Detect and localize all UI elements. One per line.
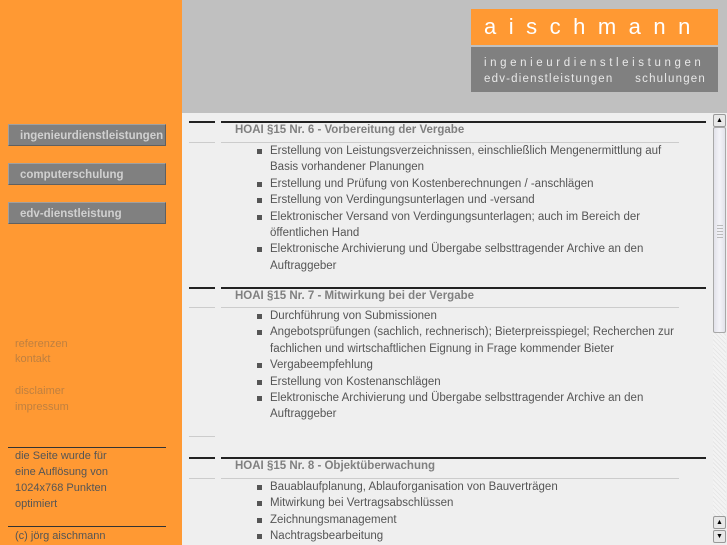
- list-item: Elektronische Archivierung und Übergabe selbsttragender Archive an den Auftraggeber: [255, 241, 685, 274]
- grip-icon: [717, 224, 723, 238]
- scroll-down-icon[interactable]: ▼: [713, 530, 726, 543]
- list-item: Erstellung von Leistungsverzeichnissen, einschließlich Mengenermittlung auf Basis vorhandener Planungen: [255, 143, 685, 176]
- link-referenzen[interactable]: referenzen: [15, 338, 68, 350]
- list-item: Nachtragsbearbeitung: [255, 528, 685, 544]
- nav-button-ingenieurdienstleistungen[interactable]: ingenieurdienstleistungen: [8, 124, 166, 146]
- section-rule: [189, 287, 215, 289]
- list-item: Mitwirkung bei Vertragsabschlüssen: [255, 495, 685, 511]
- logo-subtitle: [471, 47, 718, 92]
- logo-tagline-edv: edv-dienstleistungen: [484, 73, 614, 85]
- section-rule: [189, 457, 215, 459]
- nav-button-edv-dienstleistung[interactable]: edv-dienstleistung: [8, 202, 166, 224]
- resolution-note-line: eine Auflösung von: [15, 466, 108, 478]
- resolution-note-line: 1024x768 Punkten: [15, 482, 107, 494]
- section-title: HOAI §15 Nr. 6 - Vorbereitung der Vergabe: [235, 124, 465, 136]
- scrollbar-thumb[interactable]: [713, 127, 726, 333]
- list-item: Erstellung von Verdingungsunterlagen und -versand: [255, 192, 685, 208]
- logo-tagline-1: ingenieurdienstleistungen: [484, 57, 705, 69]
- resolution-note-line: optimiert: [15, 498, 58, 510]
- section-rule: [189, 121, 215, 123]
- section-rule: [221, 121, 706, 123]
- section-title: HOAI §15 Nr. 8 - Objektüberwachung: [235, 460, 436, 472]
- list-item: Elektronischer Versand von Verdingungsunterlagen; auch im Bereich der öffentlichen Hand: [255, 209, 685, 242]
- resolution-note-line: die Seite wurde für: [15, 450, 107, 462]
- logo-tagline-schulungen: schulungen: [635, 73, 706, 85]
- section-underline: [189, 436, 215, 437]
- nav-button-computerschulung[interactable]: computerschulung: [8, 163, 166, 185]
- scroll-up-icon[interactable]: ▲: [713, 516, 726, 529]
- list-item: Zeichnungsmanagement: [255, 512, 685, 528]
- list-item: Durchführung von Submissionen: [255, 308, 685, 324]
- logo[interactable]: [471, 9, 718, 92]
- link-disclaimer[interactable]: disclaimer: [15, 385, 65, 397]
- list-item: Vergabeempfehlung: [255, 357, 685, 373]
- vertical-scrollbar[interactable]: [712, 113, 727, 545]
- section-rule: [221, 457, 706, 459]
- copyright: (c) jörg aischmann: [15, 530, 106, 542]
- section-list: [255, 143, 685, 274]
- section-title: HOAI §15 Nr. 7 - Mitwirkung bei der Vergabe: [235, 290, 475, 302]
- scroll-up-icon[interactable]: ▲: [713, 114, 726, 127]
- list-item: Elektronische Archivierung und Übergabe selbsttragender Archive an den Auftraggeber: [255, 390, 685, 423]
- list-item: Angebotsprüfungen (sachlich, rechnerisch); Bieterpreisspiegel; Recherchen zur fachlichen und wirtschaftlichen Eignung in Frage kommender Bieter: [255, 324, 685, 357]
- list-item: Erstellung von Kostenanschlägen: [255, 374, 685, 390]
- section-underline: [189, 142, 215, 143]
- section-rule: [221, 287, 706, 289]
- section-list: [255, 308, 685, 423]
- logo-title: aischmann: [471, 9, 718, 45]
- link-impressum[interactable]: impressum: [15, 401, 69, 413]
- sidebar-divider: [8, 526, 166, 527]
- logo-tagline-2: [484, 71, 718, 87]
- section-underline: [189, 478, 215, 479]
- link-kontakt[interactable]: kontakt: [15, 353, 51, 365]
- resolution-note: [15, 448, 108, 512]
- header: [182, 0, 727, 113]
- section-list: [255, 479, 685, 545]
- sidebar: [0, 0, 182, 545]
- section-underline: [189, 307, 215, 308]
- list-item: Bauablaufplanung, Ablauforganisation von Bauverträgen: [255, 479, 685, 495]
- content-area: [182, 113, 712, 545]
- list-item: Erstellung und Prüfung von Kostenberechnungen / -anschlägen: [255, 176, 685, 192]
